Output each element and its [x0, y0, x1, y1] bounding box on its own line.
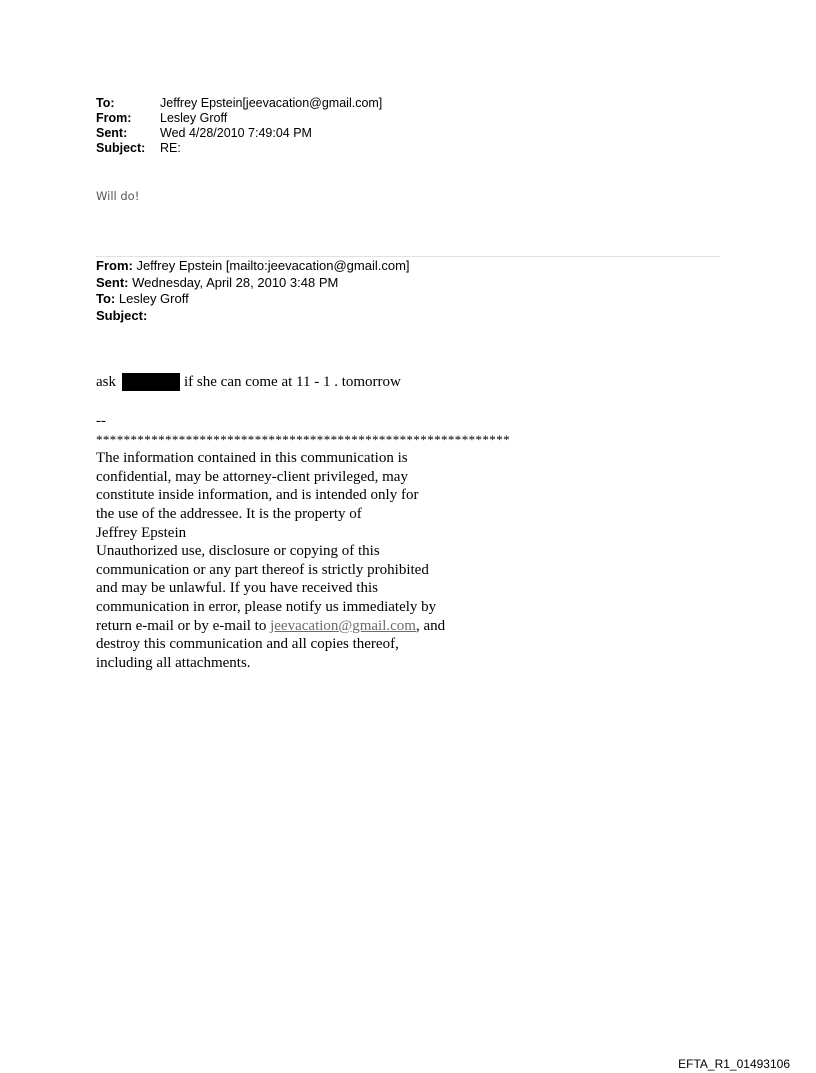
- email-header: [96, 96, 382, 156]
- signature-line: constitute inside information, and is intended only for: [96, 487, 419, 504]
- message-after-redaction: if she can come at 11 - 1 . tomorrow: [184, 374, 401, 390]
- header-to-value: Jeffrey Epstein[jeevacation@gmail.com]: [160, 96, 383, 110]
- signature-line: communication or any part thereof is strictly prohibited: [96, 561, 429, 578]
- header-from-value: Lesley Groff: [160, 111, 228, 125]
- quoted-message: [96, 373, 401, 391]
- quoted-header: [96, 258, 410, 324]
- header-subject-row: [96, 141, 382, 156]
- signature-line: including all attachments.: [96, 654, 251, 671]
- header-sent-value: Wed 4/28/2010 7:49:04 PM: [160, 126, 312, 140]
- header-subject-value: RE:: [160, 141, 181, 155]
- header-sent-row: [96, 126, 382, 141]
- quoted-to-label: To:: [96, 291, 116, 306]
- signature-line: The information contained in this communication is: [96, 450, 408, 467]
- quoted-sent-value: Wednesday, April 28, 2010 3:48 PM: [128, 274, 339, 290]
- message-before-redaction: ask: [96, 374, 116, 390]
- signature-line: communication in error, please notify us immediately by: [96, 598, 437, 615]
- signature-line: Unauthorized use, disclosure or copying of this: [96, 543, 380, 560]
- quoted-to-value: Lesley Groff: [115, 291, 189, 306]
- header-from-row: [96, 111, 382, 126]
- header-to-row: [96, 96, 382, 111]
- signature-return-line: [96, 617, 576, 636]
- signature-line: and may be unlawful. If you have received this: [96, 580, 378, 597]
- header-subject-label: Subject:: [96, 141, 146, 155]
- quoted-from-row: [96, 258, 410, 275]
- quoted-from-label: From:: [96, 258, 133, 273]
- quote-divider: [96, 256, 720, 257]
- header-from-label: From:: [96, 111, 132, 125]
- signature-line: destroy this communication and all copies thereof,: [96, 636, 399, 653]
- quoted-subject-label: Subject:: [96, 307, 148, 323]
- document-id: EFTA_R1_01493106: [678, 1057, 790, 1071]
- signature-line: the use of the addressee. It is the property of: [96, 505, 362, 522]
- quoted-sent-row: [96, 275, 410, 292]
- quoted-subject-row: [96, 308, 410, 325]
- quoted-from-value: Jeffrey Epstein [mailto:jeevacation@gmail.com]: [132, 258, 410, 273]
- confidentiality-signature: [96, 412, 576, 672]
- signature-return-after: , and: [415, 617, 446, 634]
- signature-line: Jeffrey Epstein: [96, 524, 187, 541]
- signature-line: confidential, may be attorney-client privileged, may: [96, 468, 408, 485]
- signature-dashes: --: [96, 413, 106, 429]
- redaction-box: [122, 373, 180, 391]
- quoted-to-row: [96, 291, 410, 308]
- quoted-sent-label: Sent:: [96, 274, 129, 290]
- header-sent-label: Sent:: [96, 126, 128, 140]
- email-link[interactable]: jeevacation@gmail.com: [270, 617, 416, 634]
- signature-stars: ************************************************************: [96, 431, 510, 447]
- reply-body: Will do!: [96, 189, 140, 203]
- header-to-label: To:: [96, 96, 115, 110]
- signature-return-before: return e-mail or by e-mail to: [96, 617, 271, 634]
